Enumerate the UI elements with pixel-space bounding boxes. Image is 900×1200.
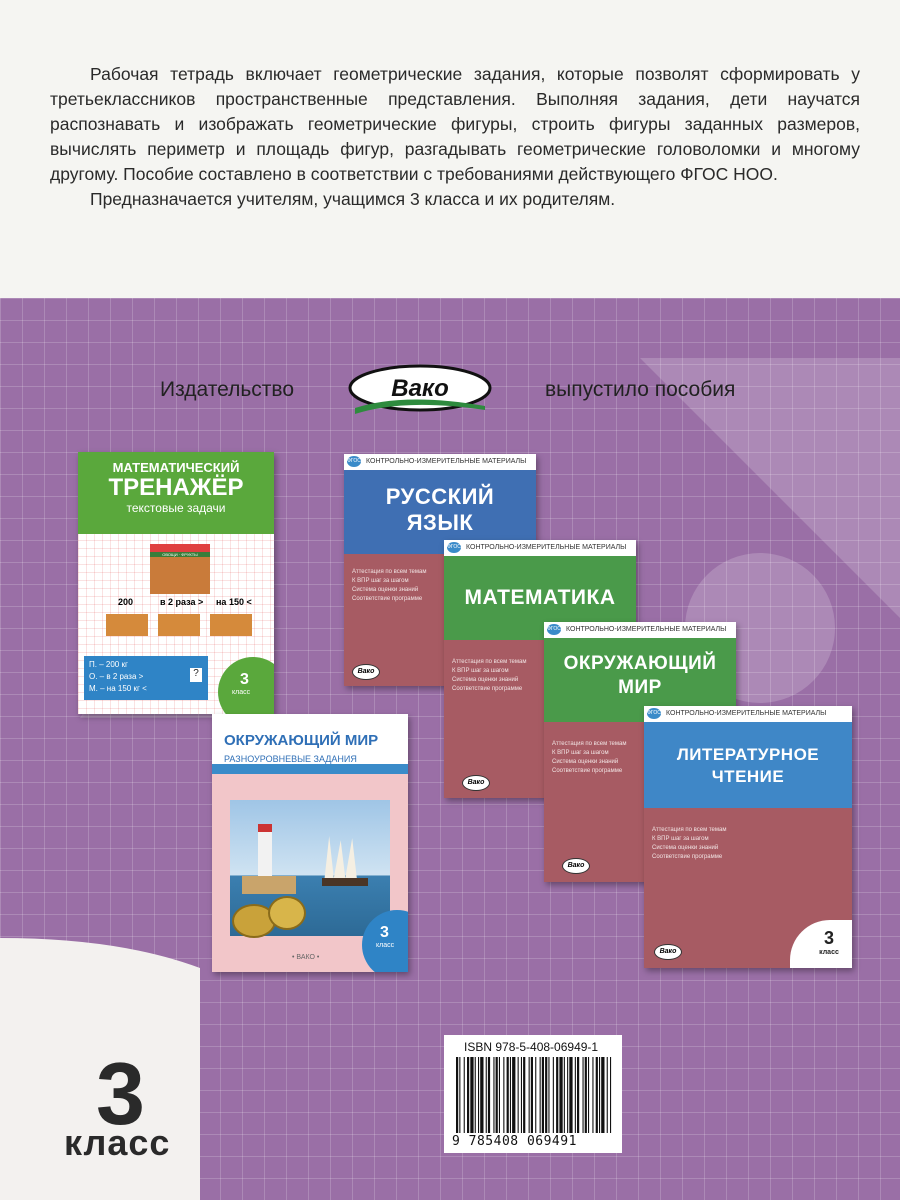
kim-header-text: КОНТРОЛЬНО-ИЗМЕРИТЕЛЬНЫЕ МАТЕРИАЛЫ (566, 626, 727, 633)
barcode-bar (531, 1057, 533, 1133)
kim-header-text: КОНТРОЛЬНО-ИЗМЕРИТЕЛЬНЫЕ МАТЕРИАЛЫ (666, 710, 827, 717)
barcode-bar (599, 1057, 600, 1133)
vako-logo-text: Вако (391, 375, 449, 402)
barcode-bar (486, 1057, 487, 1133)
math-title: МАТЕМАТИКА (464, 586, 616, 609)
barcode-bar (607, 1057, 608, 1133)
barcode-bar (480, 1057, 483, 1133)
kim-header-text: КОНТРОЛЬНО-ИЗМЕРИТЕЛЬНЫЕ МАТЕРИАЛЫ (466, 544, 627, 551)
num-200: 200 (118, 597, 134, 607)
grade-number: 3 (96, 1044, 145, 1143)
list-item: Аттестация по всем темам (352, 569, 427, 575)
isbn-barcode (444, 1035, 622, 1153)
literature-kim-header (644, 706, 852, 722)
world-levels-footer: • ВАКО • (292, 954, 320, 961)
world-levels-subtitle: РАЗНОУРОВНЕВЫЕ ЗАДАНИЯ (224, 754, 357, 764)
literature-grade-box (790, 920, 852, 968)
fgos-badge: ФГОС (647, 708, 661, 719)
list-item: Аттестация по всем темам (452, 659, 527, 665)
world-vako: Вако (562, 858, 590, 874)
barcode-bar (493, 1057, 494, 1133)
literature-title-band (644, 722, 852, 808)
barcode-bar (507, 1057, 509, 1133)
barcode-bar (503, 1057, 504, 1133)
barcode-bar (456, 1057, 458, 1133)
barcode-bar (535, 1057, 536, 1133)
num-2x: в 2 раза > (160, 597, 204, 607)
world-levels-photo (230, 800, 390, 936)
pier (242, 876, 296, 894)
publisher-line (0, 362, 900, 422)
fgos-badge: ФГОС (547, 624, 561, 635)
barcode-bar (540, 1057, 541, 1133)
barcode-bar (601, 1057, 604, 1133)
world-levels-title: ОКРУЖАЮЩИЙ МИР (224, 732, 379, 749)
list-item: Соответствие программе (652, 854, 723, 860)
barcode-bar (464, 1057, 465, 1133)
market-stall (150, 544, 210, 594)
description (50, 62, 860, 212)
literature-grade: 3 (823, 928, 834, 948)
world-title-1: ОКРУЖАЮЩИЙ (563, 653, 717, 674)
publisher-left-text: Издательство (160, 378, 295, 401)
barcode-bar (467, 1057, 469, 1133)
math-trainer-grade: 3 (240, 671, 249, 688)
book-math-trainer (78, 452, 274, 714)
book-world-levels (212, 714, 408, 972)
literature-vako: Вако (654, 944, 682, 960)
grade-word: класс (64, 1122, 171, 1163)
list-item: Система оценки знаний (552, 759, 619, 765)
compass-2 (268, 896, 306, 930)
task-line-2: О. – в 2 раза > (89, 672, 144, 681)
math-trainer-header (78, 452, 274, 534)
barcode-bar (518, 1057, 519, 1133)
barcode-bar (523, 1057, 525, 1133)
list-item: Соответствие программе (352, 596, 423, 602)
list-item: Соответствие программе (452, 686, 523, 692)
world-kim-header (544, 622, 736, 638)
barcode-bar (475, 1057, 476, 1133)
barcode-bar (548, 1057, 549, 1133)
world-title-2: МИР (618, 677, 662, 698)
math-vako: Вако (462, 775, 490, 791)
description-paragraph-1: Рабочая тетрадь включает геометрические задания, которые позволят сформировать у третьеклассников пространственные представления. Выполняя задания, дети научатся распознавать и изображать геометрические фигуры, строить фигуры заданных размеров, вычислять периметр и площадь фигур, разгадывать геометрические головоломки и многому другому. Пособие составлено в соответствии с требованиями действующего ФГОС НОО. (50, 64, 860, 184)
barcode-bar (559, 1057, 562, 1133)
math-kim-header (444, 540, 636, 556)
barcode-bar (470, 1057, 473, 1133)
barcode-bar (575, 1057, 576, 1133)
barcode-bar (459, 1057, 460, 1133)
list-item: Аттестация по всем темам (652, 827, 727, 833)
task-question: ? (190, 668, 202, 682)
barcode-bar (521, 1057, 522, 1133)
crate-3 (210, 614, 252, 636)
math-trainer-title-1: МАТЕМАТИЧЕСКИЙ (112, 460, 240, 475)
math-trainer-grade-badge (218, 657, 274, 714)
list-item: Система оценки знаний (652, 845, 719, 851)
barcode-bar (588, 1057, 589, 1133)
task-line-3: М. – на 150 кг < (89, 684, 147, 693)
math-trainer-grade-word: класс (232, 689, 251, 696)
russian-title-1: РУССКИЙ (385, 484, 495, 509)
fgos-badge: ФГОС (347, 456, 361, 467)
barcode-bars (454, 1057, 614, 1135)
barcode-bar (577, 1057, 579, 1133)
crate-2 (158, 614, 200, 636)
list-item: К ВПР шаг за шагом (652, 836, 709, 842)
fgos-badge: ФГОС (447, 542, 461, 553)
barcode-bar (583, 1057, 584, 1133)
literature-title-2: ЧТЕНИЕ (711, 767, 785, 786)
ship-sails (320, 836, 366, 878)
world-levels-grade-word: класс (376, 942, 395, 949)
isbn-label: ISBN 978-5-408-06949-1 (464, 1040, 599, 1054)
list-item: Соответствие программе (552, 768, 623, 774)
crate-1 (106, 614, 148, 636)
russian-kim-header (344, 454, 536, 470)
kim-header-text: КОНТРОЛЬНО-ИЗМЕРИТЕЛЬНЫЕ МАТЕРИАЛЫ (366, 458, 527, 465)
task-line-1: П. – 200 кг (89, 660, 128, 669)
barcode-bar (512, 1057, 515, 1133)
publisher-right-text: выпустило пособия (545, 378, 736, 401)
book-literature (644, 706, 852, 968)
barcode-bar (545, 1057, 547, 1133)
barcode-bar (510, 1057, 511, 1133)
barcode-bar (556, 1057, 558, 1133)
world-levels-header (212, 714, 408, 774)
list-item: Система оценки знаний (452, 677, 519, 683)
math-trainer-title-2: ТРЕНАЖЁР (108, 474, 244, 501)
russian-title-2: ЯЗЫК (406, 510, 474, 535)
list-item: К ВПР шаг за шагом (352, 578, 409, 584)
barcode-bar (564, 1057, 565, 1133)
barcode-bar (499, 1057, 500, 1133)
barcode-bar (610, 1057, 611, 1133)
list-item: К ВПР шаг за шагом (552, 750, 609, 756)
barcode-bar (542, 1057, 544, 1133)
barcode-bar (496, 1057, 498, 1133)
barcode-bar (488, 1057, 490, 1133)
russian-vako: Вако (352, 664, 380, 680)
list-item: К ВПР шаг за шагом (452, 668, 509, 674)
num-150: на 150 < (216, 597, 252, 607)
barcode-bar (596, 1057, 598, 1133)
barcode-bar (567, 1057, 568, 1133)
vako-logo (345, 362, 495, 418)
barcode-bar (478, 1057, 479, 1133)
math-trainer-subtitle: текстовые задачи (126, 501, 226, 515)
list-item: Система оценки знаний (352, 587, 419, 593)
barcode-bar (592, 1057, 593, 1133)
ship-hull (322, 878, 368, 886)
barcode-bar (529, 1057, 530, 1133)
top-text-panel (0, 0, 900, 300)
market-stall-sign: ОВОЩИ · ФРУКТЫ (150, 552, 210, 557)
barcode-bar (585, 1057, 587, 1133)
list-item: Аттестация по всем темам (552, 741, 627, 747)
barcode-bar (553, 1057, 554, 1133)
barcode-bar (569, 1057, 572, 1133)
description-paragraph-2: Предназначается учителям, учащимся 3 класса и их родителям. (90, 189, 616, 209)
world-levels-grade: 3 (380, 924, 389, 941)
literature-title-1: ЛИТЕРАТУРНОЕ (676, 745, 820, 764)
isbn-digits: 9 785408 069491 (452, 1134, 577, 1149)
literature-grade-word: класс (819, 949, 839, 956)
literature-list (644, 808, 852, 862)
